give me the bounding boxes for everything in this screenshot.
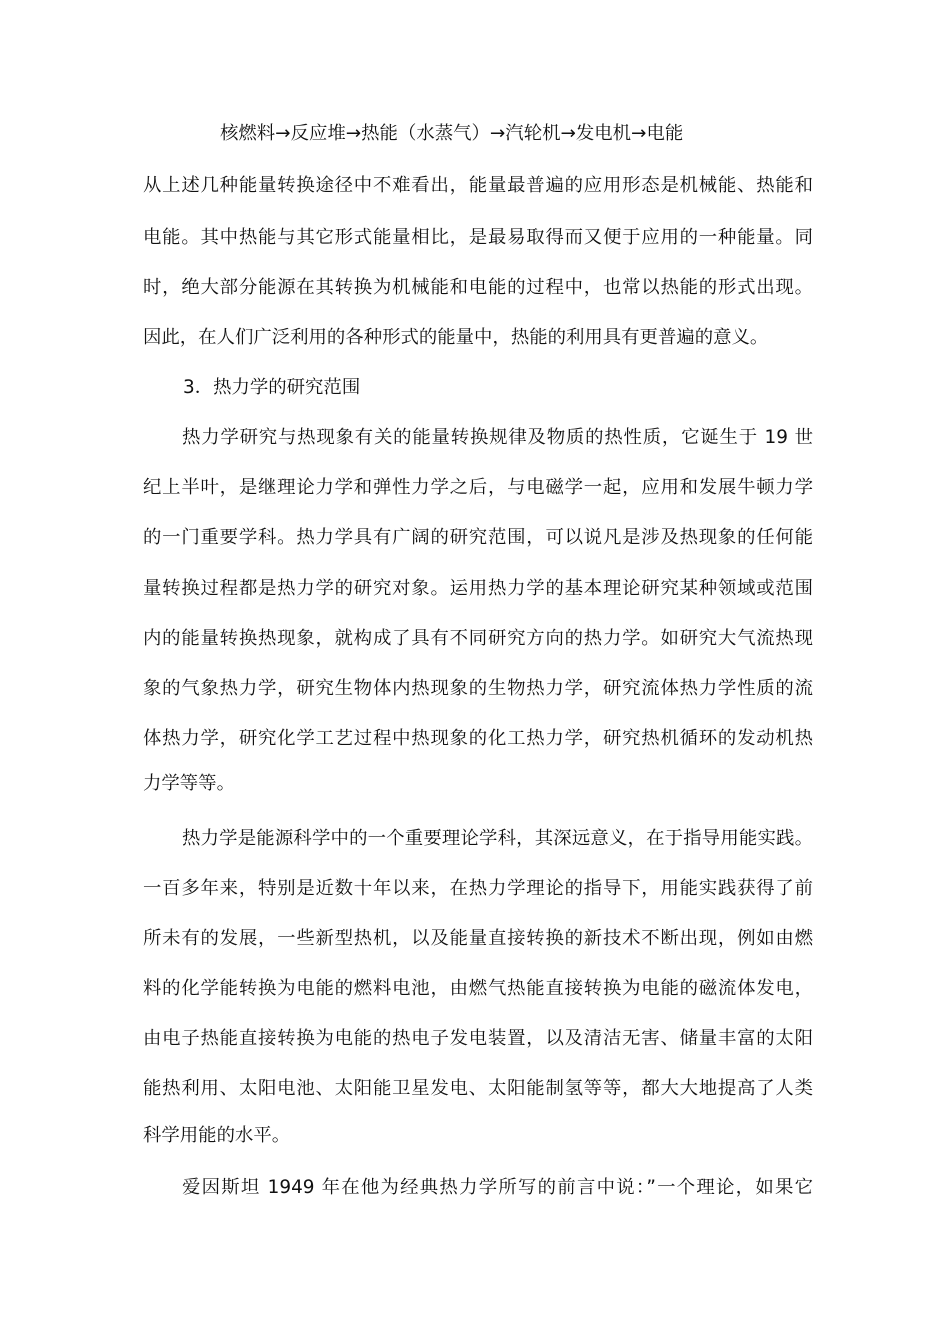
paragraph-line: 由电子热能直接转换为电能的热电子发电装置，以及清洁无害、储量丰富的太阳 bbox=[143, 1028, 813, 1049]
paragraph-line: 料的化学能转换为电能的燃料电池，由燃气热能直接转换为电能的磁流体发电， bbox=[143, 978, 813, 999]
paragraph-line: 内的能量转换热现象，就构成了具有不同研究方向的热力学。如研究大气流热现 bbox=[143, 628, 813, 649]
paragraph-line: 从上述几种能量转换途径中不难看出，能量最普遍的应用形态是机械能、热能和 bbox=[143, 175, 813, 196]
paragraph-line: 科学用能的水平。 bbox=[143, 1125, 291, 1146]
paragraph-line: 一百多年来，特别是近数十年以来，在热力学理论的指导下，用能实践获得了前 bbox=[143, 878, 813, 899]
paragraph-line: 时，绝大部分能源在其转换为机械能和电能的过程中，也常以热能的形式出现。 bbox=[143, 277, 813, 298]
paragraph-line: 因此，在人们广泛利用的各种形式的能量中，热能的利用具有更普遍的意义。 bbox=[143, 327, 769, 348]
paragraph-line: 能热利用、太阳电池、太阳能卫星发电、太阳能制氢等等，都大大地提高了人类 bbox=[143, 1078, 813, 1099]
energy-chain-line: 核燃料→反应堆→热能（水蒸气）→汽轮机→发电机→电能 bbox=[220, 123, 684, 144]
paragraph-line: 象的气象热力学，研究生物体内热现象的生物热力学，研究流体热力学性质的流 bbox=[143, 678, 813, 699]
paragraph-line: 力学等等。 bbox=[143, 773, 235, 794]
paragraph-line: 爱因斯坦 1949 年在他为经典热力学所写的前言中说：”一个理论，如果它 bbox=[182, 1177, 813, 1198]
section-heading: 3．热力学的研究范围 bbox=[183, 377, 361, 398]
paragraph-line: 热力学是能源科学中的一个重要理论学科，其深远意义，在于指导用能实践。 bbox=[182, 828, 813, 849]
paragraph-line: 所未有的发展，一些新型热机，以及能量直接转换的新技术不断出现，例如由燃 bbox=[143, 928, 813, 949]
paragraph-line: 纪上半叶，是继理论力学和弹性力学之后，与电磁学一起，应用和发展牛顿力学 bbox=[143, 477, 813, 498]
paragraph-line: 热力学研究与热现象有关的能量转换规律及物质的热性质，它诞生于 19 世 bbox=[182, 427, 813, 448]
paragraph-line: 的一门重要学科。热力学具有广阔的研究范围，可以说凡是涉及热现象的任何能 bbox=[143, 527, 813, 548]
paragraph-line: 体热力学，研究化学工艺过程中热现象的化工热力学，研究热机循环的发动机热 bbox=[143, 728, 813, 749]
paragraph-line: 电能。其中热能与其它形式能量相比，是最易取得而又便于应用的一种能量。同 bbox=[143, 227, 813, 248]
paragraph-line: 量转换过程都是热力学的研究对象。运用热力学的基本理论研究某种领域或范围 bbox=[143, 578, 813, 599]
